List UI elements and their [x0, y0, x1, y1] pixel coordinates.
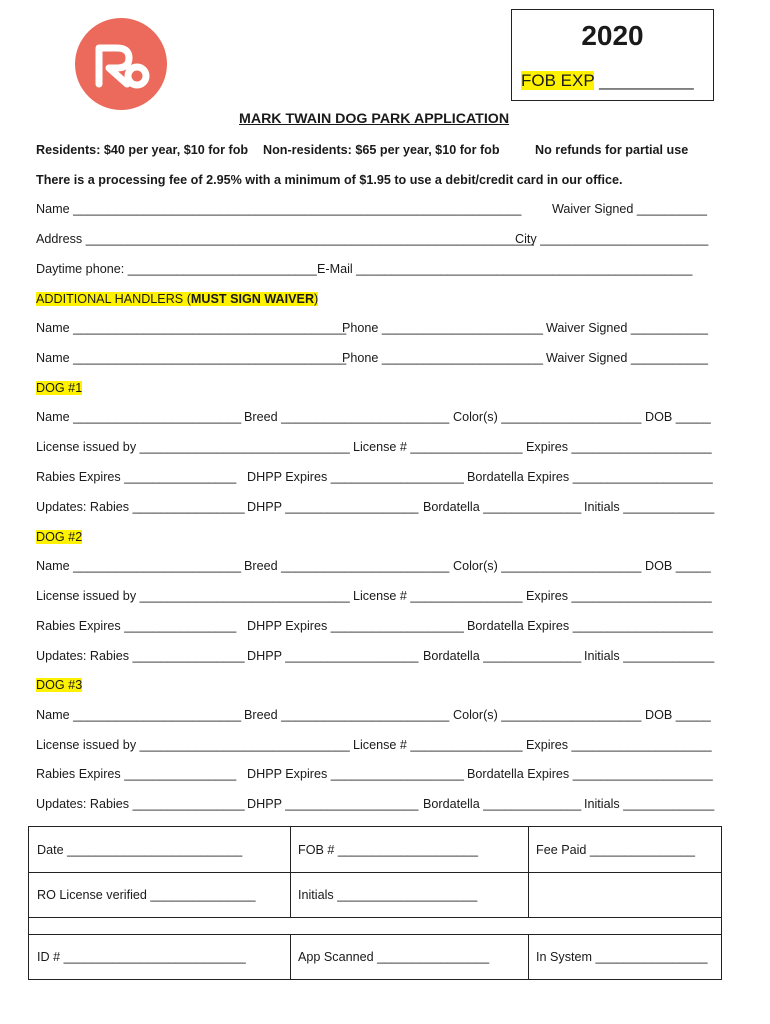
applicant-waiver-field[interactable]: Waiver Signed __________ — [552, 202, 707, 216]
residents-price: Residents: $40 per year, $10 for fob — [36, 143, 249, 157]
dog-identity-row — [36, 708, 716, 726]
dog-updates-row — [36, 797, 716, 815]
office-in-system-field[interactable]: In System ________________ — [536, 950, 708, 964]
dog-dob-field[interactable]: DOB _____ — [645, 708, 711, 722]
rabies-expires-field[interactable]: Rabies Expires ________________ — [36, 619, 237, 633]
fob-expiration — [521, 71, 694, 91]
dhpp-expires-field[interactable]: DHPP Expires ___________________ — [247, 470, 464, 484]
dog-colors-field[interactable]: Color(s) ____________________ — [453, 559, 642, 573]
dog-breed-field[interactable]: Breed ________________________ — [244, 708, 450, 722]
update-rabies-field[interactable]: Updates: Rabies ________________ — [36, 500, 245, 514]
applicant-contact-row — [36, 262, 716, 280]
dog-name-field[interactable]: Name ________________________ — [36, 559, 242, 573]
rabies-expires-field[interactable]: Rabies Expires ________________ — [36, 470, 237, 484]
handler-phone-field[interactable]: Phone _______________________ — [342, 351, 544, 365]
dog-updates-row — [36, 500, 716, 518]
handlers-header-bold: MUST SIGN WAIVER — [190, 292, 315, 306]
bordatella-expires-field[interactable]: Bordatella Expires ____________________ — [467, 470, 713, 484]
handler-waiver-field[interactable]: Waiver Signed ___________ — [546, 351, 708, 365]
handler-phone-field[interactable]: Phone _______________________ — [342, 321, 544, 335]
handler-row — [36, 321, 716, 339]
dog-license-row — [36, 589, 716, 607]
handlers-header-prefix: ADDITIONAL HANDLERS ( — [36, 292, 191, 306]
email-field[interactable]: E-Mail ________________________________________________ — [317, 262, 693, 276]
dog-header — [36, 530, 82, 544]
dog-colors-field[interactable]: Color(s) ____________________ — [453, 708, 642, 722]
dog-vaccine-row — [36, 619, 716, 637]
license-expires-field[interactable]: Expires ____________________ — [526, 738, 712, 752]
dog-breed-field[interactable]: Breed ________________________ — [244, 559, 450, 573]
office-ro-license-field[interactable]: RO License verified _______________ — [37, 888, 256, 902]
year-fob-box — [511, 9, 714, 101]
update-dhpp-field[interactable]: DHPP ___________________ — [247, 649, 419, 663]
year-label: 2020 — [581, 20, 644, 51]
dog-breed-field[interactable]: Breed ________________________ — [244, 410, 450, 424]
ro-logo — [75, 18, 167, 110]
handlers-header-suffix: ) — [314, 292, 319, 306]
license-expires-field[interactable]: Expires ____________________ — [526, 589, 712, 603]
bordatella-expires-field[interactable]: Bordatella Expires ____________________ — [467, 767, 713, 781]
dog-updates-row — [36, 649, 716, 667]
dog-license-row — [36, 440, 716, 458]
table-divider — [528, 934, 529, 980]
dog-license-row — [36, 738, 716, 756]
update-bordatella-field[interactable]: Bordatella ______________ — [423, 500, 582, 514]
license-number-field[interactable]: License # ________________ — [353, 589, 523, 603]
handler-name-field[interactable]: Name _______________________________________ — [36, 351, 347, 365]
update-rabies-field[interactable]: Updates: Rabies ________________ — [36, 797, 245, 811]
page-title: MARK TWAIN DOG PARK APPLICATION — [239, 111, 510, 127]
office-date-field[interactable]: Date _________________________ — [37, 843, 243, 857]
office-use-table — [28, 826, 722, 980]
update-bordatella-field[interactable]: Bordatella ______________ — [423, 649, 582, 663]
handler-row — [36, 351, 716, 369]
dog-dob-field[interactable]: DOB _____ — [645, 559, 711, 573]
table-divider — [290, 934, 291, 980]
license-number-field[interactable]: License # ________________ — [353, 440, 523, 454]
office-initials-field[interactable]: Initials ____________________ — [298, 888, 478, 902]
license-issued-by-field[interactable]: License issued by ______________________________ — [36, 589, 350, 603]
dog-header-label: DOG #2 — [36, 530, 83, 544]
city-field[interactable]: City ________________________ — [515, 232, 709, 246]
table-divider — [29, 934, 721, 935]
table-divider — [29, 917, 721, 918]
license-issued-by-field[interactable]: License issued by ______________________________ — [36, 738, 350, 752]
dog-header-label: DOG #3 — [36, 678, 83, 692]
dog-name-field[interactable]: Name ________________________ — [36, 410, 242, 424]
dog-identity-row — [36, 559, 716, 577]
bordatella-expires-field[interactable]: Bordatella Expires ____________________ — [467, 619, 713, 633]
update-initials-field[interactable]: Initials _____________ — [584, 797, 715, 811]
dhpp-expires-field[interactable]: DHPP Expires ___________________ — [247, 767, 464, 781]
applicant-name-row — [36, 202, 716, 220]
applicant-name-field[interactable]: Name ________________________________________________________________ — [36, 202, 522, 216]
dog-identity-row — [36, 410, 716, 428]
handler-name-field[interactable]: Name _______________________________________ — [36, 321, 347, 335]
daytime-phone-field[interactable]: Daytime phone: ___________________________ — [36, 262, 317, 276]
table-divider — [29, 872, 721, 873]
update-bordatella-field[interactable]: Bordatella ______________ — [423, 797, 582, 811]
dog-dob-field[interactable]: DOB _____ — [645, 410, 711, 424]
applicant-address-row — [36, 232, 716, 250]
office-fob-number-field[interactable]: FOB # ____________________ — [298, 843, 478, 857]
update-rabies-field[interactable]: Updates: Rabies ________________ — [36, 649, 245, 663]
refund-policy: No refunds for partial use — [535, 143, 689, 157]
update-dhpp-field[interactable]: DHPP ___________________ — [247, 500, 419, 514]
processing-fee-note: There is a processing fee of 2.95% with a minimum of $1.95 to use a debit/credit card in our office. — [36, 173, 623, 187]
license-issued-by-field[interactable]: License issued by ______________________________ — [36, 440, 350, 454]
handler-waiver-field[interactable]: Waiver Signed ___________ — [546, 321, 708, 335]
dog-name-field[interactable]: Name ________________________ — [36, 708, 242, 722]
dog-header — [36, 381, 82, 395]
dhpp-expires-field[interactable]: DHPP Expires ___________________ — [247, 619, 464, 633]
update-initials-field[interactable]: Initials _____________ — [584, 500, 715, 514]
ro-logo-mark — [75, 18, 167, 110]
handlers-header — [36, 292, 318, 306]
license-expires-field[interactable]: Expires ____________________ — [526, 440, 712, 454]
update-dhpp-field[interactable]: DHPP ___________________ — [247, 797, 419, 811]
license-number-field[interactable]: License # ________________ — [353, 738, 523, 752]
dog-vaccine-row — [36, 470, 716, 488]
dog-header-label: DOG #1 — [36, 381, 83, 395]
fob-exp-line[interactable]: __________ — [594, 71, 694, 90]
office-id-field[interactable]: ID # __________________________ — [37, 950, 246, 964]
dog-vaccine-row — [36, 767, 716, 785]
update-initials-field[interactable]: Initials _____________ — [584, 649, 715, 663]
dog-colors-field[interactable]: Color(s) ____________________ — [453, 410, 642, 424]
dog-header — [36, 678, 82, 692]
rabies-expires-field[interactable]: Rabies Expires ________________ — [36, 767, 237, 781]
nonresidents-price: Non-residents: $65 per year, $10 for fob — [263, 143, 500, 157]
office-app-scanned-field[interactable]: App Scanned ________________ — [298, 950, 490, 964]
office-fee-paid-field[interactable]: Fee Paid _______________ — [536, 843, 695, 857]
address-field[interactable]: Address ________________________________________________________________ — [36, 232, 534, 246]
fob-exp-label: FOB EXP — [521, 71, 595, 90]
